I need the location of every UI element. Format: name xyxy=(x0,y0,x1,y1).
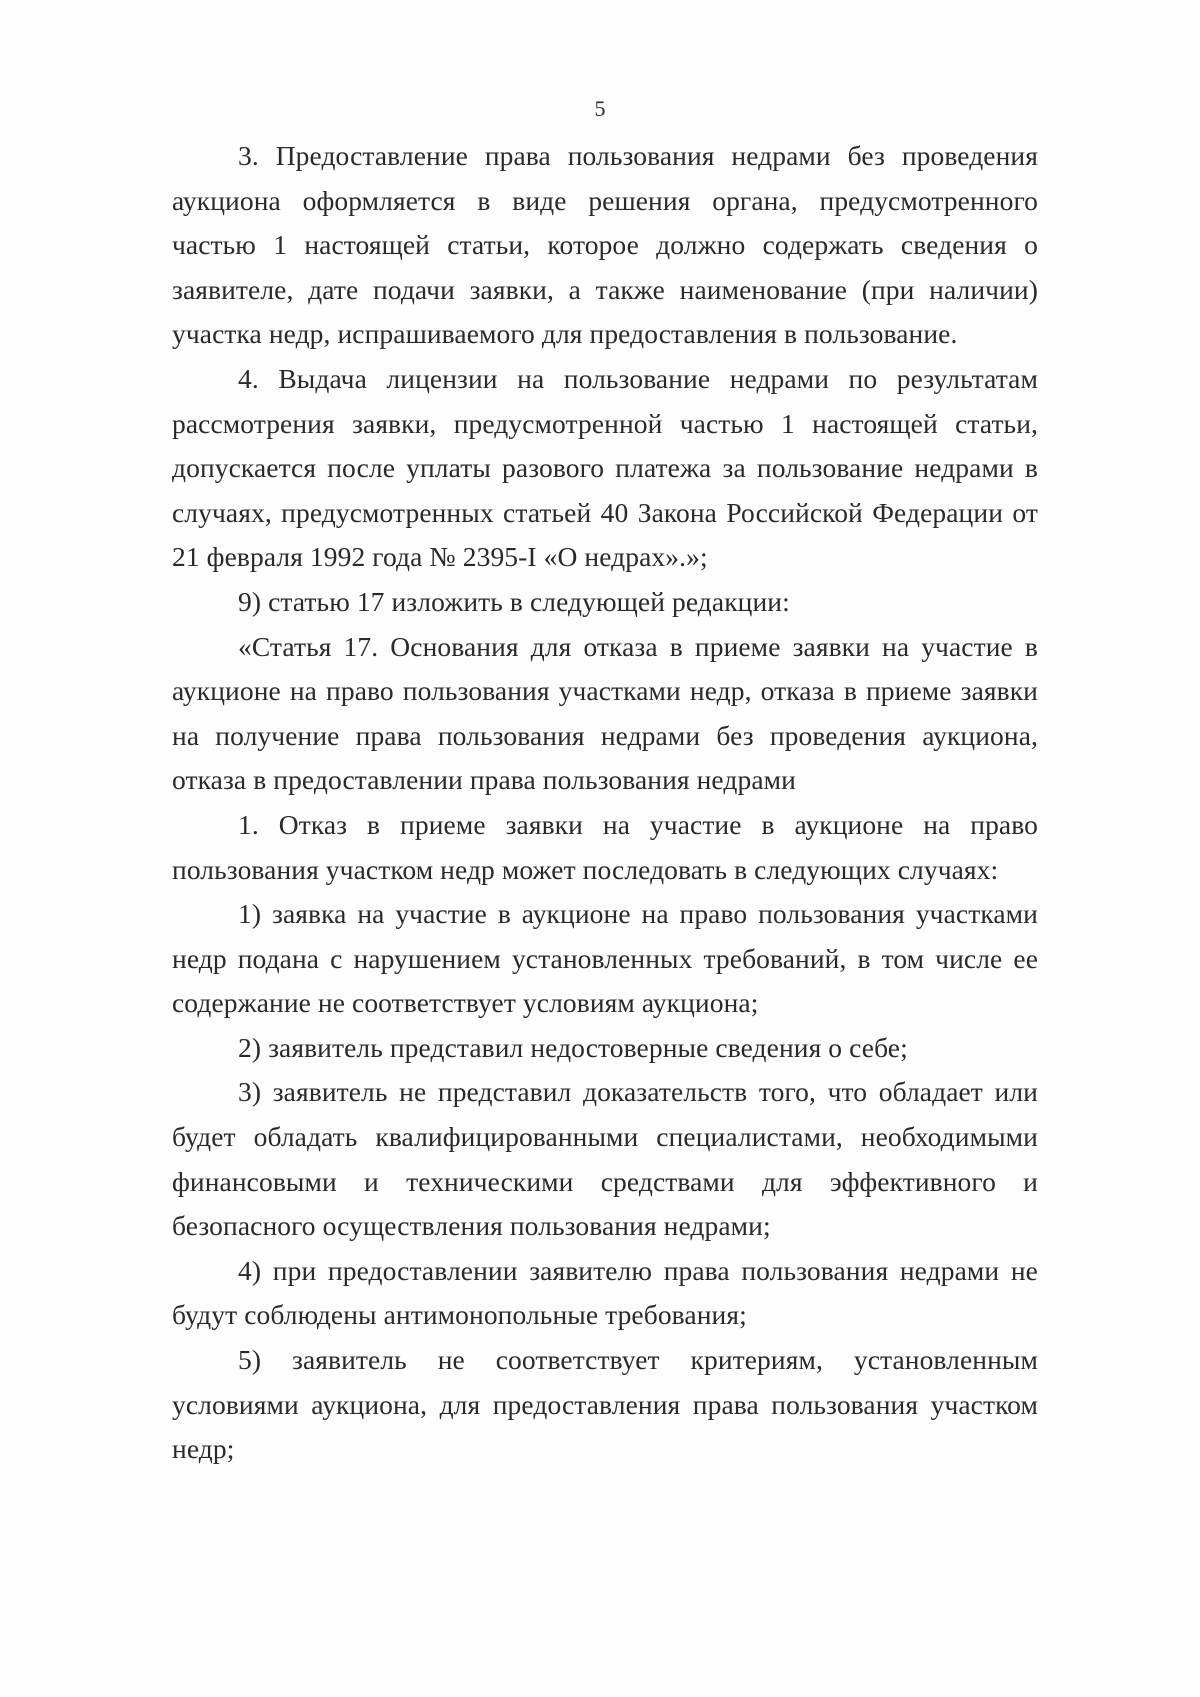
list-item-2: 2) заявитель представил недостоверные сведения о себе; xyxy=(238,1031,908,1063)
list-item-3: 3) заявитель не представил доказательств того, что обладает или будет обладать квалифицированными специалистами, необходимыми финансовыми и техническими средствами для эффективного и безопасного осуществления пользования недрами; xyxy=(172,1076,1038,1242)
article-17-part-1: 1. Отказ в приеме заявки на участие в аукционе на право пользования участком недр может последовать в следующих случаях: xyxy=(172,808,1038,885)
list-item-5: 5) заявитель не соответствует критериям, установленным условиями аукциона, для предоставления права пользования участком недр; xyxy=(172,1344,1038,1465)
paragraph-3-decision-form: 3. Предоставление права пользования недрами без проведения аукциона оформляется в виде решения органа, предусмотренного частью 1 настоящей статьи, которое должно содержать сведения о заявителе, дате подачи заявки, а также наименование (при наличии) участка недр, испрашиваемого для предоставления в пользование. xyxy=(172,140,1038,350)
paragraph-item-9-article-17: 9) статью 17 изложить в следующей редакции: xyxy=(238,585,790,617)
list-item-1: 1) заявка на участие в аукционе на право пользования участками недр подана с нарушением установленных требований, в том числе ее содержание не соответствует условиям аукциона; xyxy=(172,898,1038,1019)
document-body xyxy=(172,134,1038,1472)
article-17-title: «Статья 17. Основания для отказа в приеме заявки на участие в аукционе на право пользования участками недр, отказа в приеме заявки на получение права пользования недрами без проведения аукциона, отказа в предоставлении права пользования недрами xyxy=(172,630,1038,796)
paragraph-4-license-issue: 4. Выдача лицензии на пользование недрами по результатам рассмотрения заявки, предусмотренной частью 1 настоящей статьи, допускается после уплаты разового платежа за пользование недрами в случаях, предусмотренных статьей 40 Закона Российской Федерации от 21 февраля 1992 года № 2395-I «О недрах».»; xyxy=(172,362,1038,573)
list-item-4: 4) при предоставлении заявителю права пользования недрами не будут соблюдены антимонопольные требования; xyxy=(172,1254,1038,1331)
page-number: 5 xyxy=(594,96,606,121)
